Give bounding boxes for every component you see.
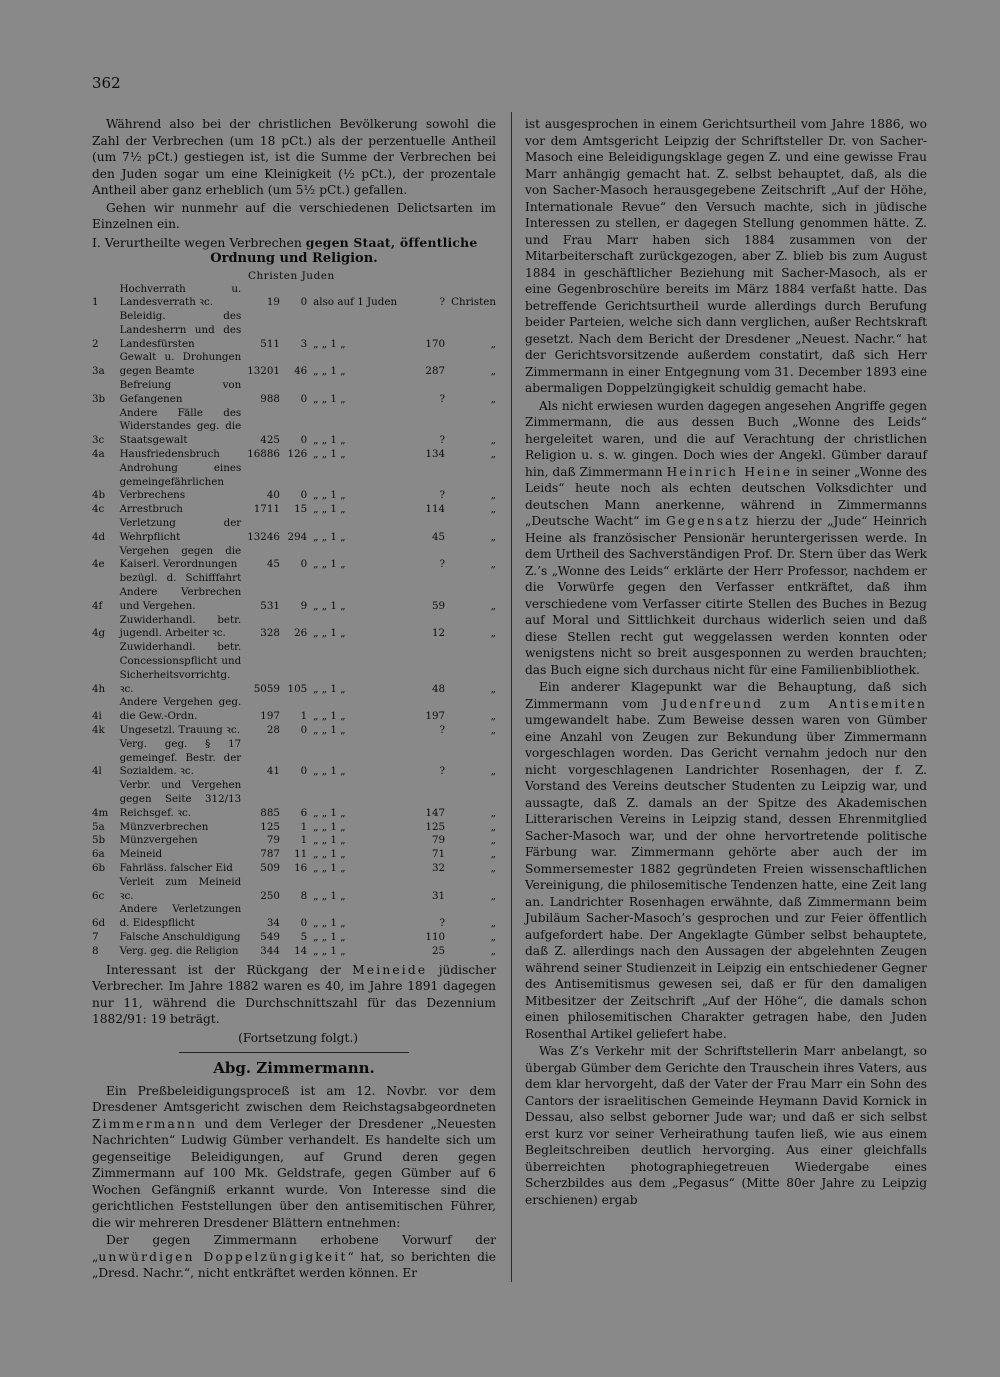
row-category: Verg. geg. § 17 gemeingef. Bestr. der Sozialdem. ꝛc. [119,737,242,778]
row-unit: „ [490,861,496,874]
table-row [92,379,496,407]
row-number: 6c [92,889,105,902]
row-category: Andere Verletzungen d. Eidespflicht [119,903,242,930]
row-jews: 5 [300,930,308,943]
row-number: 4l [92,765,102,778]
row-christians: 28 [266,724,280,736]
row-category: Zuwiderhandl. betr. Concessionspflicht und Sicherheitsvorrichtg. ꝛc. [119,641,242,695]
row-jews: 1 [300,834,308,847]
table-row [92,448,496,462]
row-unit: „ [490,503,496,516]
table-row [92,834,496,848]
row-unit: „ [490,889,496,902]
row-ratio: 197 [425,710,446,723]
row-christians: 34 [266,917,280,930]
row-number: 3a [92,365,105,378]
article-paragraph-2 [92,1232,496,1282]
table-row [92,517,496,545]
article-p2-a: Der gegen Zimmermann erhobene Vorwurf der „ [92,1233,496,1264]
table-row [92,779,496,820]
row-phrase: „ „ 1 „ [313,392,346,405]
column-rule [511,112,512,1282]
right-paragraph-4: Was Z’s Verkehr mit der Schriftstellerin Marr anbelangt, so übergab Gümber dem Gerichte den Trauschein ihres Vaters, aus dem klar hervorgeht, daß der Vater der Frau Marr ein Sohn des Cantors der israelitischen Gemeinde Heymann David Kornick in Dessau, also selbst geborner Jude war; und daß er sich selbst erst kurz vor seiner Verheirathung taufen ließ, wie aus einem Begleitschreiben deutlich hervorging. Aus einer gleichfalls überreichten photographiegetreuen Wiedergabe eines Scherzbildes aus dem „Pegasus“ (Mitte 80er Jahre zu Leipzig erschienen) ergab [525,1044,927,1207]
article-title: Abg. Zimmermann. [213,1059,375,1078]
row-number: 6a [92,848,105,861]
row-category: Hochverrath u. Landesverrath ꝛc. [119,282,242,309]
row-jews: 14 [294,944,308,957]
row-jews: 105 [287,682,308,695]
table-row [92,503,496,517]
row-jews: 0 [300,917,308,930]
row-ratio: ? [439,434,446,447]
row-jews: 0 [300,392,308,405]
row-unit: „ [490,917,496,930]
row-unit: „ [490,944,496,957]
row-category: bezügl. d. Schifffahrt Andere Verbrechen und Vergehen. [119,572,242,612]
right-p3-spaced: Judenfreund zum Antisemiten [662,696,927,711]
row-ratio: 32 [431,861,446,874]
row-number: 4k [92,724,105,736]
row-phrase: „ „ 1 „ [313,848,346,861]
row-number: 6b [92,861,106,874]
row-number: 5b [92,834,106,847]
section-heading-line2: Ordnung und Religion. [210,251,378,266]
row-jews: 0 [300,558,308,571]
article-paragraph-1 [92,1083,496,1232]
row-ratio: 114 [425,503,446,516]
row-jews: 0 [300,296,308,309]
row-jews: 0 [300,724,308,736]
row-jews: 294 [287,530,308,543]
row-christians: 16886 [247,448,280,461]
row-phrase: „ „ 1 „ [313,861,346,874]
row-christians: 425 [260,434,280,447]
row-ratio: 147 [425,806,446,819]
row-ratio: 125 [425,820,446,833]
row-number: 4f [92,599,103,612]
row-jews: 1 [300,820,308,833]
row-jews: 0 [300,434,308,447]
row-jews: 6 [300,806,308,819]
row-christians: 79 [266,834,280,847]
row-phrase: „ „ 1 „ [313,558,346,571]
row-unit: „ [490,365,496,378]
row-category: Falsche Anschuldigung [119,930,241,943]
right-paragraph-1: ist ausgesprochen in einem Gerichtsurtheil vom Jahre 1886, wo vor dem Amtsgericht Leipzig der Schriftsteller Dr. von Sacher-Masoch eine Beleidigungsklage gegen Z. und eine gewisse Frau Marr anhängig gemacht hat. Z. selbst behauptet, daß, als die von Sacher-Masoch herausgegebene Zeitschrift „Auf der Höhe, Internationale Revue“ den Versuch machte, sich in jüdische Interessen zu stellen, er dagegen Stellung genommen hätte. Z. und Frau Marr haben sich 1884 zusammen von der Mitarbeiterschaft zurückgezogen, aber Z. blieb bis zum August 1884 in geschäftlicher Beziehung mit Sacher-Masoch, als er eine Gegenbroschüre bereits im März 1884 verfaßt hatte. Das betreffende Gerichtsurtheil wurde allerdings durch Berufung beider Parteien, welche sich dann verglichen, außer Rechtskraft gesetzt. Nach dem Bericht der Dresdener „Neuest. Nachr.“ hat der Gerichtsvorsitzende außerdem constatirt, daß sich Herr Zimmermann in einer Entgegnung vom 31. December 1893 eine abermaligen Doppelzüngigkeit schuldig gemacht habe. [525,117,927,395]
row-category: Zuwiderhandl. betr. jugendl. Arbeiter ꝛc. [119,613,242,640]
row-number: 4b [92,489,106,502]
row-number: 1 [92,296,99,309]
after-table-text-b: jüdischer Verbrecher. Im Jahre 1882 waren es 40, im Jahre 1891 dagegen nur 11, während die Durchschnittszahl für das Dezennium 1882/91: 19 beträgt. [92,962,497,1027]
article-p1-a: Ein Preßbeleidigungsproceß ist am 12. Novbr. vor dem Dresdener Amtsgericht zwischen dem Reichstagsabgeordneten [92,1083,496,1115]
row-phrase: „ „ 1 „ [313,889,346,902]
row-christians: 13246 [247,530,280,543]
row-jews: 46 [294,365,308,378]
right-p2-b: in seiner „Wonne des Leids“ heute noch als echten deutschen Volksdichter und deutschen Mann anerkenne, während in Zimmermanns „Deutsche Wacht“ im [525,464,928,528]
row-number: 4g [92,627,106,640]
row-phrase: „ „ 1 „ [313,820,346,833]
table-row [92,848,496,862]
row-ratio: 45 [431,530,446,543]
article-p2-spaced: unwürdigen Doppelzüngigkeit [98,1249,348,1264]
row-ratio: ? [439,296,446,309]
row-unit: „ [490,489,496,502]
row-phrase: „ „ 1 „ [313,365,346,378]
section-heading [92,235,496,252]
row-category: Münzverbrechen [119,820,209,833]
row-jews: 1 [300,710,308,723]
table-row [92,862,496,876]
row-phrase: „ „ 1 „ [313,448,346,461]
row-category: Verleit zum Meineid ꝛc. [119,875,242,902]
row-christians: 988 [260,392,280,405]
table-row [92,641,496,696]
row-category: Meineid [119,848,163,861]
row-jews: 15 [294,503,308,516]
row-unit: „ [490,820,496,833]
row-christians: 344 [260,944,280,957]
row-phrase: „ „ 1 „ [313,930,346,943]
right-p2-spaced-2: Gegensatz [665,514,751,528]
row-ratio: 12 [431,627,446,640]
right-paragraph-3 [525,679,927,1042]
right-p3-b: umgewandelt habe. Zum Beweise dessen waren von Gümber eine Anzahl von Zeugen zur Bekundung über Zimmermann vorgeschlagen worden. Das Gericht vernahm jedoch nur den nicht vorgeschlagenen Landrichter Rosenhagen, der f. Z. Vorstand des Vereins deutscher Studenten zu Leipzig war, und aussagte, daß Z. damals an der Spitze des Akademischen Litterarischen Vereins in Leipzig stand, dessen Ehrenmitglied Sacher-Masoch war, und der ohne hervortretende politische Färbung war. Zimmermann gehörte aber auch der im Sommersemester 1882 gegründeten Freien wissenschaftlichen Vereinigung, die philosemitische Tendenzen hatte, eine Zeit lang an. Landrichter Rosenhagen erwähnte, daß Zimmermann beim Jubiläum Sacher-Masoch’s gesprochen und zur Feier öffentlich aufgefordert habe. Der Angeklagte Gümber selbst behauptete, daß Z. allerdings nach den Aussagen der abgelehnten Zeugen während seiner Studienzeit in Leipzig ein entschiedener Gegner des Antisemitismus gewesen sei, daß er für den damaligen Mitbesitzer der Zeitschrift „Auf der Höhe“, die damals schon einen philosemitischen Charakter getragen habe, den Juden Rosenthal Artikel geliefert habe. [525,713,927,1041]
table-row [92,407,496,448]
row-christians: 1711 [253,503,280,516]
intro-paragraph-2: Gehen wir nunmehr auf die verschiedenen Delictsarten im Einzelnen ein. [92,200,496,231]
row-jews: 0 [300,765,308,778]
row-unit: „ [490,599,496,612]
left-column [92,116,496,1283]
row-category: Andere Vergehen geg. die Gew.-Ordn. [119,696,242,723]
row-phrase: „ „ 1 „ [313,337,346,350]
row-christians: 511 [260,337,280,350]
table-row [92,738,496,779]
row-ratio: ? [439,392,446,405]
row-christians: 40 [266,489,280,502]
row-category: Andere Fälle des Widerstandes geg. die Staatsgewalt [119,406,242,447]
table-row [92,931,496,945]
row-phrase: „ „ 1 „ [313,917,346,930]
row-christians: 41 [266,765,280,778]
row-christians: 509 [260,861,280,874]
row-jews: 0 [300,489,308,502]
table-row [92,614,496,642]
row-phrase: „ „ 1 „ [313,627,346,640]
crime-statistics-table [92,283,496,959]
row-number: 4c [92,503,105,516]
right-p2-c: hierzu der „Jude“ Heinrich Heine als französischer Pensionär heruntergerissen werde. In dem Urtheil des Sachverständigen Prof. Dr. Stern über das Werk Z.’s „Wonne des Leids“ erklärte der Herr Professor, nachdem er die Vorwürfe gegen den Verfasser entkräftet, daß ihm verschiedene vom Verfasser citirte Stellen des Buches in Bezug auf Moral und Sittlichkeit durchaus widerlich seien und daß diese Stellen recht gut weggelassen werden konnten oder wenigstens nicht so breit ausgesponnen zu werden brauchten; das Buch eigne sich durchaus nicht für eine Familienbibliothek. [525,514,928,677]
row-number: 6d [92,917,106,930]
row-christians: 531 [260,599,280,612]
row-unit: „ [490,930,496,943]
row-phrase: „ „ 1 „ [313,765,346,778]
row-jews: 3 [300,337,308,350]
intro-paragraph-1: Während also bei der christlichen Bevölkerung sowohl die Zahl der Verbrechen (um 18 pCt.) als der perzentuelle Antheil (um 7½ pCt.) gestiegen ist, ist die Summe der Verbrechen bei den Juden sogar um eine Kleinigkeit (½ pCt.), der prozentale Antheil aber ganz erheblich (um 5½ pCt.) gefallen. [92,117,496,197]
after-table-text-a: Interessant ist der Rückgang der [106,962,341,977]
row-christians: 328 [260,627,280,640]
row-jews: 8 [300,889,308,902]
row-unit: „ [490,627,496,640]
row-number: 7 [92,930,99,943]
row-category: Münzvergehen [119,834,198,847]
row-unit: „ [490,710,496,723]
row-unit: „ [490,724,496,736]
table-row [92,696,496,724]
row-category: Verbr. und Vergehen gegen Seite 312/13 Reichsgef. ꝛc. [119,779,242,819]
row-christians: 250 [260,889,280,902]
row-category: Ungesetzl. Trauung ꝛc. [119,724,240,736]
table-row [92,283,496,311]
row-christians: 19 [266,296,280,309]
right-p3-a: Ein anderer Klagepunkt war die Behauptung, daß sich Zimmermann vom [525,680,927,711]
row-category: Fahrläss. falscher Eid [119,861,233,874]
row-number: 4m [92,806,109,819]
row-jews: 9 [300,599,308,612]
row-ratio: ? [439,724,446,736]
table-row [92,945,496,959]
row-jews: 126 [287,448,308,461]
row-ratio: 71 [431,848,446,861]
row-ratio: 134 [425,448,446,461]
right-p2-a: Als nicht erwiesen wurden dagegen angesehen Angriffe gegen Zimmermann, die aus dessen Buch „Wonne des Leids“ hergeleitet waren, und die auf Verachtung der christlichen Religion u. s. w. gingen. Doch wies der Angekl. Gümber darauf hin, daß Zimmermann [525,398,927,479]
row-unit: „ [490,848,496,861]
row-unit: „ [490,337,496,350]
continuation-note: (Fortsetzung folgt.) [238,1030,358,1045]
section-heading-bold: gegen Staat, öffentliche [305,234,478,250]
row-unit: „ [490,682,496,695]
row-ratio: ? [439,558,446,571]
article-p1-b: und dem Verleger der Dresdener „Neuesten Nachrichten“ Ludwig Gümber verhandelt. Es handelte sich um gegenseitige Beleidigungen, auf Grund deren gegen Zimmermann auf 100 Mk. Geldstrafe, gegen Gümber auf 6 Wochen Gefängniß erkannt wurde. Von Interesse sind die gerichtlichen Feststellungen über den antisemitischen Führer, die wir mehreren Dresdener Blättern entnehmen: [92,1116,497,1230]
row-number: 3b [92,392,106,405]
row-unit: „ [490,530,496,543]
row-christians: 787 [260,848,280,861]
row-number: 4i [92,710,102,723]
row-jews: 11 [294,848,308,861]
table-row [92,545,496,573]
right-p2-spaced-1: Heinrich Heine [666,464,793,479]
row-number: 2 [92,337,99,350]
row-unit: „ [490,434,496,447]
right-paragraph-2 [525,398,927,679]
table-row [92,876,496,904]
row-phrase: „ „ 1 „ [313,806,346,819]
row-phrase: „ „ 1 „ [313,834,346,847]
row-phrase: also auf 1 Juden [313,296,398,309]
row-phrase: „ „ 1 „ [313,503,346,516]
row-phrase: „ „ 1 „ [313,710,346,723]
row-ratio: 59 [431,599,446,612]
row-number: 3c [92,434,105,447]
row-christians: 125 [260,820,280,833]
row-unit: „ [490,448,496,461]
row-ratio: 79 [431,834,446,847]
article-divider [179,1052,409,1053]
table-row [92,903,496,931]
row-number: 5a [92,820,105,833]
row-ratio: 25 [431,944,446,957]
row-christians: 13201 [247,365,280,378]
row-unit: „ [490,806,496,819]
row-unit: „ [490,558,496,571]
row-phrase: „ „ 1 „ [313,489,346,502]
row-unit: „ [490,392,496,405]
row-ratio: ? [439,917,446,930]
row-ratio: 31 [431,889,446,902]
row-category: Gewalt u. Drohungen gegen Beamte [119,351,242,378]
table-row [92,310,496,351]
table-row [92,462,496,503]
row-phrase: „ „ 1 „ [313,682,346,695]
row-ratio: 110 [425,930,446,943]
after-table-paragraph [92,962,496,1028]
row-number: 4a [92,448,105,461]
row-ratio: 48 [431,682,446,695]
article-p1-spaced: Zimmermann [92,1116,198,1131]
row-ratio: ? [439,489,446,502]
row-category: Beleidig. des Landesherrn und des Landesfürsten [119,310,242,350]
row-phrase: „ „ 1 „ [313,724,346,736]
row-phrase: „ „ 1 „ [313,530,346,543]
row-christians: 45 [266,558,280,571]
row-phrase: „ „ 1 „ [313,944,346,957]
row-unit: „ [490,765,496,778]
row-phrase: „ „ 1 „ [313,599,346,612]
row-category: Arrestbruch [119,503,183,516]
row-number: 4d [92,530,106,543]
row-christians: 885 [260,806,280,819]
row-ratio: 170 [425,337,446,350]
row-jews: 16 [294,861,308,874]
row-category: Verletzung der Wehrpflicht [119,517,242,543]
page-number: 362 [92,74,121,92]
row-category: Hausfriedensbruch [119,448,220,461]
row-christians: 549 [260,930,280,943]
row-number: 4h [92,682,106,695]
table-header: Christen Juden [248,269,335,282]
row-christians: 197 [260,710,280,723]
after-table-spaced: Meineide [352,962,428,977]
row-ratio: ? [439,765,446,778]
row-number: 8 [92,944,99,957]
right-column [525,116,927,1209]
row-ratio: 287 [425,365,446,378]
row-christians: 5059 [253,682,280,695]
row-unit: Christen [451,296,496,309]
row-category: Befreiung von Gefangenen [119,379,242,405]
row-category: Vergehen gegen die Kaiserl. Verordnungen [119,544,242,571]
row-phrase: „ „ 1 „ [313,434,346,447]
row-jews: 26 [294,627,308,640]
table-row [92,821,496,835]
section-heading-prefix: I. Verurtheilte wegen Verbrechen [92,234,302,250]
table-row [92,724,496,738]
row-category: Verg. geg. die Religion [119,944,239,957]
row-number: 4e [92,558,105,571]
article-p2-b: “ hat, so berichten die „Dresd. Nachr.“, nicht entkräftet werden können. Er [92,1249,496,1281]
row-category: Androhung eines gemeingefährlichen Verbrechens [119,461,242,502]
row-unit: „ [490,834,496,847]
table-row [92,572,496,613]
table-row [92,351,496,379]
